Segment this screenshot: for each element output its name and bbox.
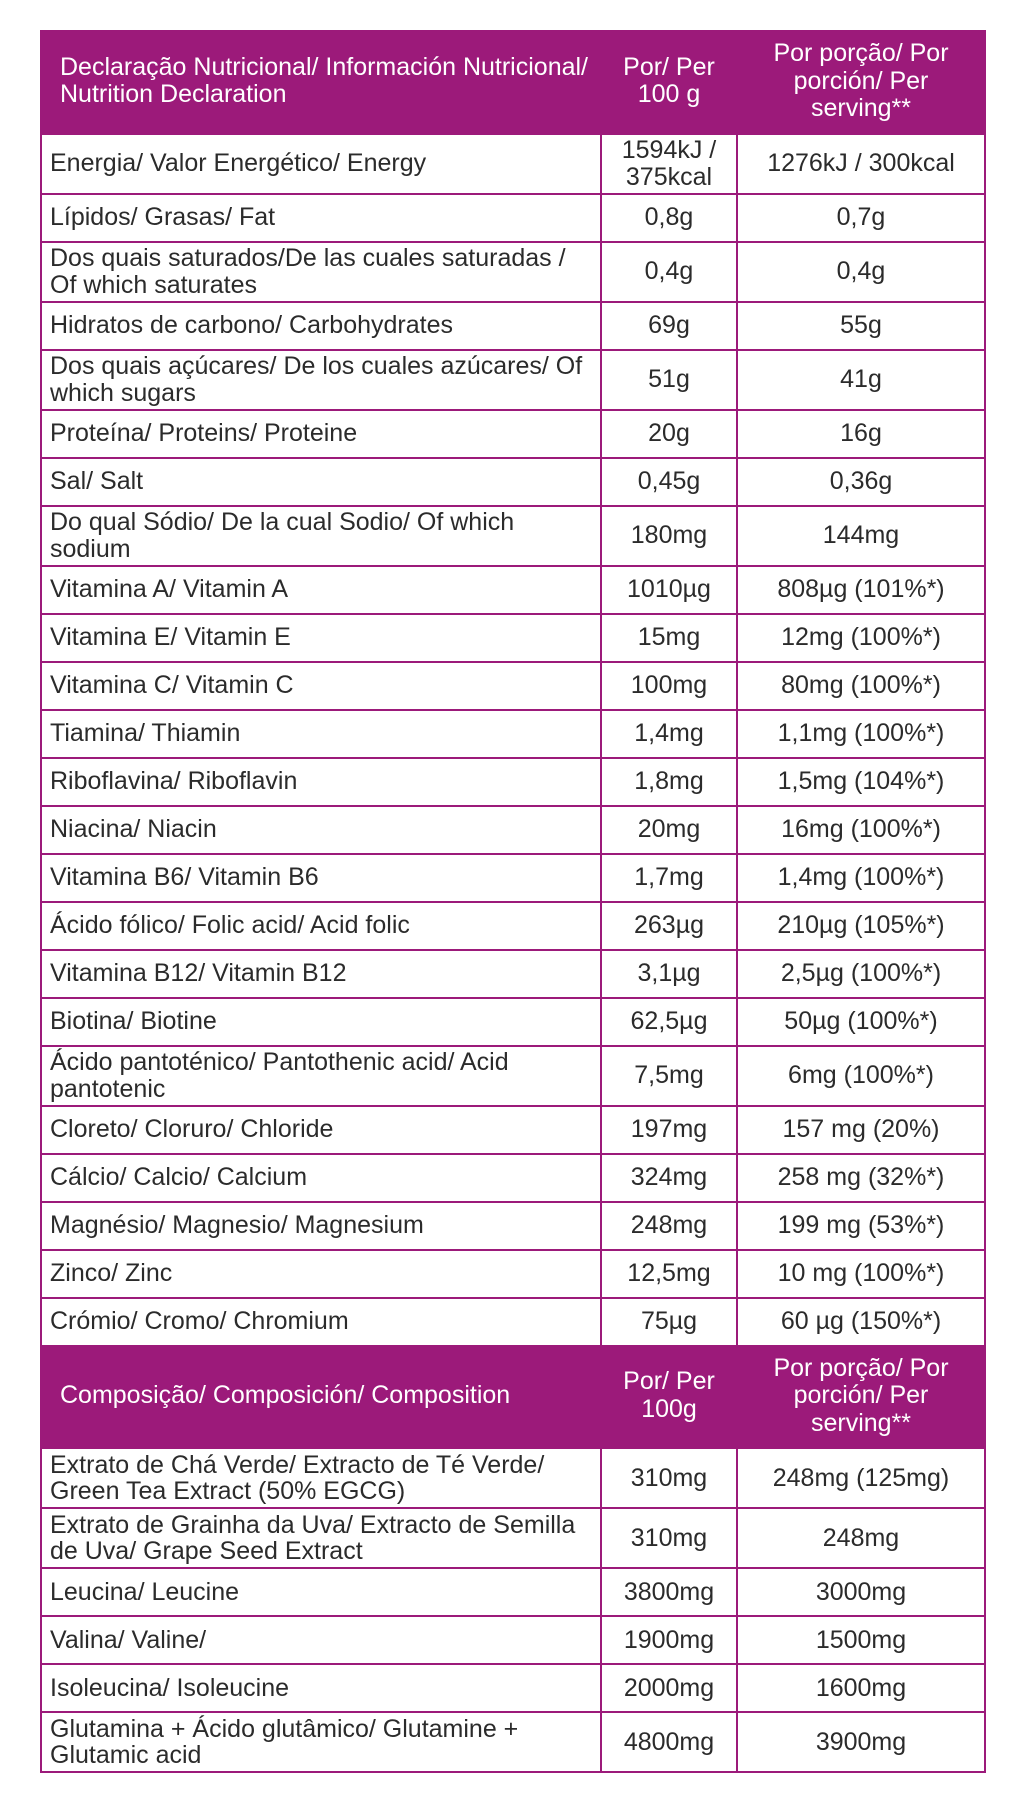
table-row bbox=[41, 854, 985, 902]
row-label: Do qual Sódio/ De la cual Sodio/ Of which sodium bbox=[41, 506, 601, 566]
row-per100: 0,8g bbox=[601, 194, 737, 242]
table-row bbox=[41, 902, 985, 950]
row-per100: 310mg bbox=[601, 1508, 737, 1568]
table-row bbox=[41, 1046, 985, 1106]
table-row bbox=[41, 806, 985, 854]
table-row bbox=[41, 1298, 985, 1346]
row-per100: 7,5mg bbox=[601, 1046, 737, 1106]
row-serving: 157 mg (20%) bbox=[737, 1106, 985, 1154]
row-serving: 1600mg bbox=[737, 1664, 985, 1712]
row-serving: 1500mg bbox=[737, 1616, 985, 1664]
row-per100: 0,45g bbox=[601, 458, 737, 506]
row-per100: 3,1µg bbox=[601, 950, 737, 998]
row-serving: 199 mg (53%*) bbox=[737, 1202, 985, 1250]
table-row bbox=[41, 1616, 985, 1664]
row-per100: 15mg bbox=[601, 614, 737, 662]
row-serving: 50µg (100%*) bbox=[737, 998, 985, 1046]
row-serving: 1,4mg (100%*) bbox=[737, 854, 985, 902]
row-serving: 1276kJ / 300kcal bbox=[737, 134, 985, 194]
row-label: Biotina/ Biotine bbox=[41, 998, 601, 1046]
row-serving: 1,1mg (100%*) bbox=[737, 710, 985, 758]
row-per100: 51g bbox=[601, 350, 737, 410]
table-row bbox=[41, 758, 985, 806]
row-label: Proteína/ Proteins/ Proteine bbox=[41, 410, 601, 458]
row-label: Cálcio/ Calcio/ Calcium bbox=[41, 1154, 601, 1202]
table-row bbox=[41, 662, 985, 710]
table-row bbox=[41, 194, 985, 242]
row-serving: 144mg bbox=[737, 506, 985, 566]
row-serving: 808µg (101%*) bbox=[737, 566, 985, 614]
row-label: Dos quais saturados/De las cuales saturadas / Of which saturates bbox=[41, 242, 601, 302]
row-per100: 180mg bbox=[601, 506, 737, 566]
table-row bbox=[41, 566, 985, 614]
row-label: Vitamina C/ Vitamin C bbox=[41, 662, 601, 710]
table-row bbox=[41, 1664, 985, 1712]
table-row bbox=[41, 1154, 985, 1202]
composition-table-header-row bbox=[41, 1346, 985, 1449]
row-per100: 12,5mg bbox=[601, 1250, 737, 1298]
row-per100: 1594kJ / 375kcal bbox=[601, 134, 737, 194]
row-label: Leucina/ Leucine bbox=[41, 1568, 601, 1616]
row-per100: 1010µg bbox=[601, 566, 737, 614]
header-composition-label: Composição/ Composición/ Composition bbox=[41, 1346, 601, 1449]
row-serving: 0,7g bbox=[737, 194, 985, 242]
row-serving: 16mg (100%*) bbox=[737, 806, 985, 854]
row-serving: 248mg (125mg) bbox=[737, 1448, 985, 1508]
row-label: Vitamina B12/ Vitamin B12 bbox=[41, 950, 601, 998]
row-serving: 10 mg (100%*) bbox=[737, 1250, 985, 1298]
row-per100: 1900mg bbox=[601, 1616, 737, 1664]
row-label: Ácido pantoténico/ Pantothenic acid/ Acid pantotenic bbox=[41, 1046, 601, 1106]
row-per100: 248mg bbox=[601, 1202, 737, 1250]
row-per100: 263µg bbox=[601, 902, 737, 950]
table-row bbox=[41, 134, 985, 194]
table-row bbox=[41, 1712, 985, 1772]
row-label: Zinco/ Zinc bbox=[41, 1250, 601, 1298]
row-label: Ácido fólico/ Folic acid/ Acid folic bbox=[41, 902, 601, 950]
table-row bbox=[41, 410, 985, 458]
row-label: Isoleucina/ Isoleucine bbox=[41, 1664, 601, 1712]
table-row bbox=[41, 1508, 985, 1568]
row-serving: 3900mg bbox=[737, 1712, 985, 1772]
row-per100: 62,5µg bbox=[601, 998, 737, 1046]
row-serving: 6mg (100%*) bbox=[737, 1046, 985, 1106]
row-label: Extrato de Chá Verde/ Extracto de Té Verde/ Green Tea Extract (50% EGCG) bbox=[41, 1448, 601, 1508]
row-serving: 0,4g bbox=[737, 242, 985, 302]
row-per100: 20mg bbox=[601, 806, 737, 854]
row-label: Magnésio/ Magnesio/ Magnesium bbox=[41, 1202, 601, 1250]
row-per100: 2000mg bbox=[601, 1664, 737, 1712]
row-label: Vitamina A/ Vitamin A bbox=[41, 566, 601, 614]
row-label: Glutamina + Ácido glutâmico/ Glutamine + Glutamic acid bbox=[41, 1712, 601, 1772]
header2-per100-label: Por/ Per 100g bbox=[601, 1346, 737, 1449]
row-label: Riboflavina/ Riboflavin bbox=[41, 758, 601, 806]
row-serving: 3000mg bbox=[737, 1568, 985, 1616]
table-row bbox=[41, 950, 985, 998]
nutrition-table-body bbox=[41, 31, 985, 1772]
row-label: Extrato de Grainha da Uva/ Extracto de Semilla de Uva/ Grape Seed Extract bbox=[41, 1508, 601, 1568]
header-per100-label: Por/ Per 100 g bbox=[601, 31, 737, 134]
table-row bbox=[41, 1250, 985, 1298]
row-serving: 41g bbox=[737, 350, 985, 410]
row-per100: 20g bbox=[601, 410, 737, 458]
nutrition-table bbox=[40, 30, 986, 1773]
row-serving: 80mg (100%*) bbox=[737, 662, 985, 710]
row-per100: 1,7mg bbox=[601, 854, 737, 902]
row-label: Dos quais açúcares/ De los cuales azúcares/ Of which sugars bbox=[41, 350, 601, 410]
row-per100: 197mg bbox=[601, 1106, 737, 1154]
table-row bbox=[41, 506, 985, 566]
table-row bbox=[41, 302, 985, 350]
row-label: Vitamina E/ Vitamin E bbox=[41, 614, 601, 662]
row-serving: 60 µg (150%*) bbox=[737, 1298, 985, 1346]
row-serving: 16g bbox=[737, 410, 985, 458]
row-label: Valina/ Valine/ bbox=[41, 1616, 601, 1664]
table-row bbox=[41, 710, 985, 758]
row-label: Cloreto/ Cloruro/ Chloride bbox=[41, 1106, 601, 1154]
header2-serving-label: Por porção/ Por porción/ Per serving** bbox=[737, 1346, 985, 1449]
table-row bbox=[41, 458, 985, 506]
row-per100: 100mg bbox=[601, 662, 737, 710]
row-serving: 2,5µg (100%*) bbox=[737, 950, 985, 998]
table-row bbox=[41, 1568, 985, 1616]
row-per100: 4800mg bbox=[601, 1712, 737, 1772]
table-row bbox=[41, 350, 985, 410]
row-per100: 3800mg bbox=[601, 1568, 737, 1616]
header-serving-label: Por porção/ Por porción/ Per serving** bbox=[737, 31, 985, 134]
row-label: Hidratos de carbono/ Carbohydrates bbox=[41, 302, 601, 350]
table-row bbox=[41, 998, 985, 1046]
header-declaration-label: Declaração Nutricional/ Información Nutricional/ Nutrition Declaration bbox=[41, 31, 601, 134]
row-label: Lípidos/ Grasas/ Fat bbox=[41, 194, 601, 242]
row-serving: 0,36g bbox=[737, 458, 985, 506]
table-row bbox=[41, 242, 985, 302]
table-row bbox=[41, 1202, 985, 1250]
row-per100: 1,4mg bbox=[601, 710, 737, 758]
row-label: Energia/ Valor Energético/ Energy bbox=[41, 134, 601, 194]
row-serving: 248mg bbox=[737, 1508, 985, 1568]
row-label: Crómio/ Cromo/ Chromium bbox=[41, 1298, 601, 1346]
row-per100: 69g bbox=[601, 302, 737, 350]
row-label: Sal/ Salt bbox=[41, 458, 601, 506]
nutrition-table-header-row bbox=[41, 31, 985, 134]
row-per100: 310mg bbox=[601, 1448, 737, 1508]
row-per100: 0,4g bbox=[601, 242, 737, 302]
row-serving: 55g bbox=[737, 302, 985, 350]
row-per100: 324mg bbox=[601, 1154, 737, 1202]
row-label: Vitamina B6/ Vitamin B6 bbox=[41, 854, 601, 902]
row-per100: 75µg bbox=[601, 1298, 737, 1346]
row-label: Tiamina/ Thiamin bbox=[41, 710, 601, 758]
row-per100: 1,8mg bbox=[601, 758, 737, 806]
table-row bbox=[41, 1106, 985, 1154]
row-serving: 258 mg (32%*) bbox=[737, 1154, 985, 1202]
row-serving: 12mg (100%*) bbox=[737, 614, 985, 662]
row-serving: 210µg (105%*) bbox=[737, 902, 985, 950]
row-serving: 1,5mg (104%*) bbox=[737, 758, 985, 806]
table-row bbox=[41, 1448, 985, 1508]
row-label: Niacina/ Niacin bbox=[41, 806, 601, 854]
table-row bbox=[41, 614, 985, 662]
